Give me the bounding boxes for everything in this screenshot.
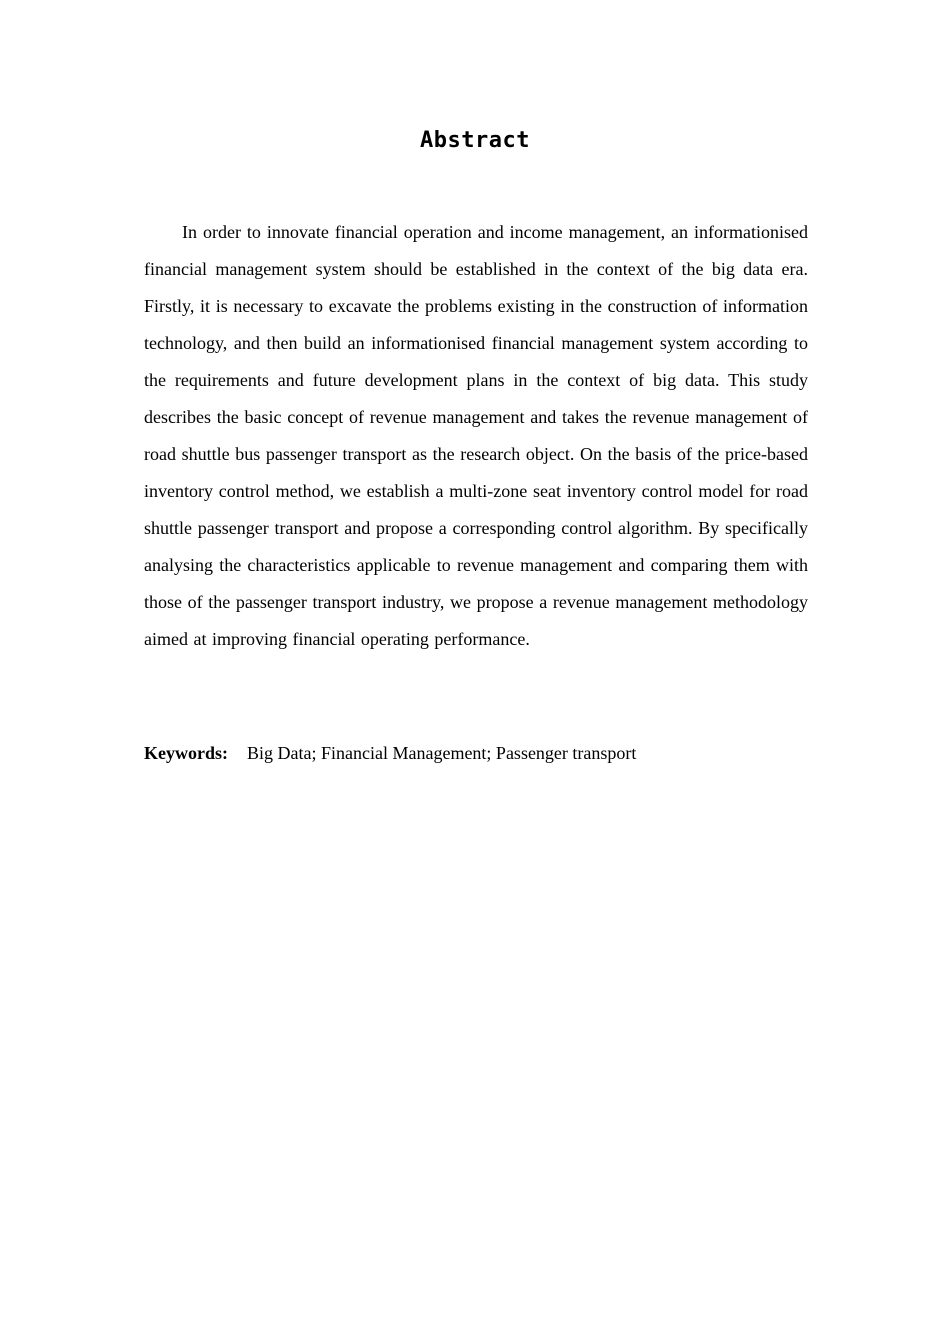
keywords-label: Keywords: <box>144 743 228 763</box>
keywords-value: Big Data; Financial Management; Passenger transport <box>247 743 637 763</box>
keywords-line <box>144 738 808 768</box>
page-title: Abstract <box>420 128 530 153</box>
abstract-paragraph: In order to innovate financial operation and income management, an informationised financial management system should be established in the context of the big data era. Firstly, it is necessary to excavate the problems existing in the construction of information technology, and then build an informationised financial management system according to the requirements and future development plans in the context of big data. This study describes the basic concept of revenue management and takes the revenue management of road shuttle bus passenger transport as the research object. On the basis of the price-based inventory control method, we establish a multi-zone seat inventory control model for road shuttle passenger transport and propose a corresponding control algorithm. By specifically analysing the characteristics applicable to revenue management and comparing them with those of the passenger transport industry, we propose a revenue management methodology aimed at improving financial operating performance. <box>144 222 808 649</box>
